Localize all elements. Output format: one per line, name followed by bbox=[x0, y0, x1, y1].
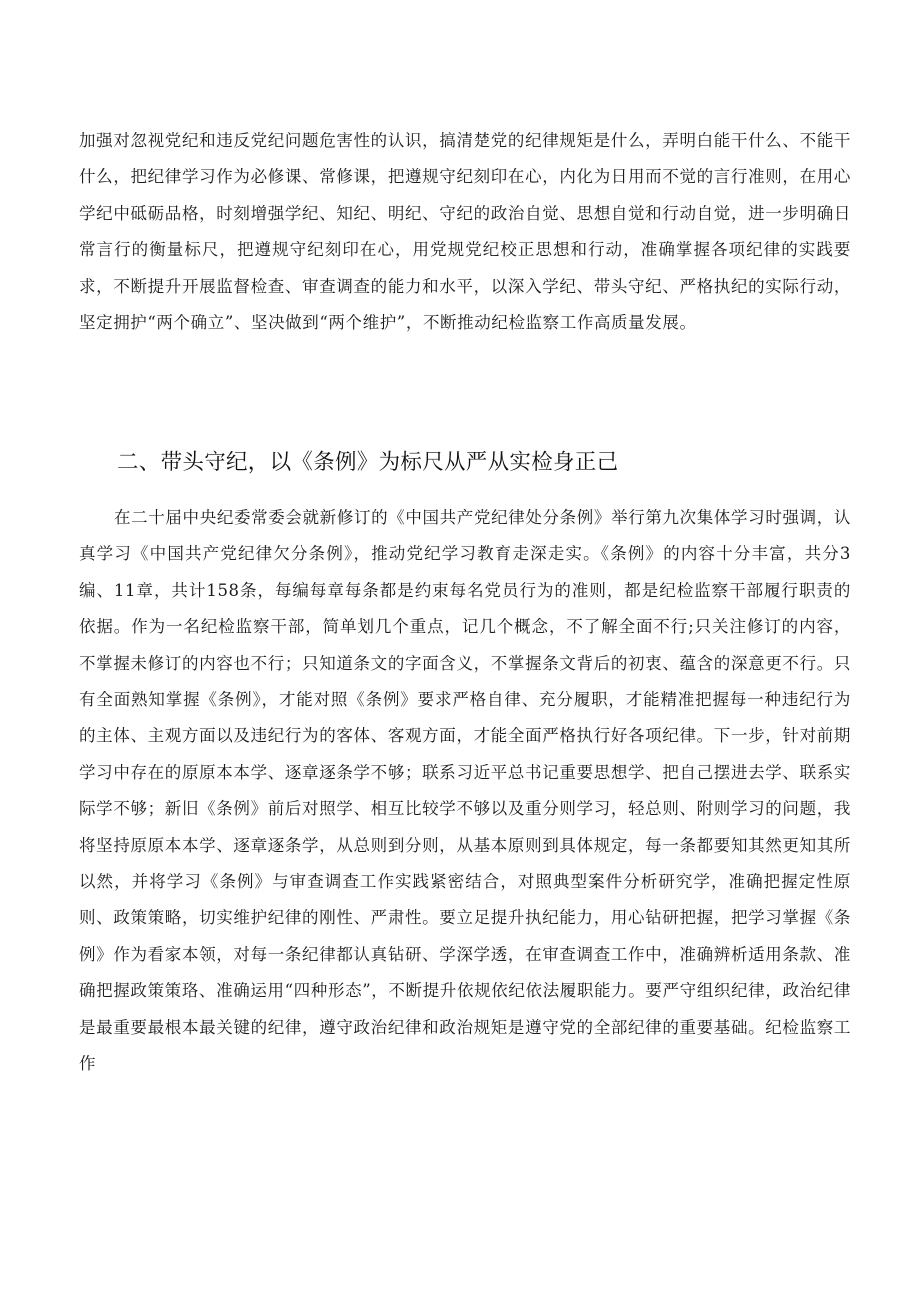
section-heading: 二、带头守纪，以《条例》为标尺从严从实检身正己 bbox=[117, 450, 619, 475]
body-paragraph-2: 在二十届中央纪委常委会就新修订的《中国共产党纪律处分条例》举行第九次集体学习时强调，认真学习《中国共产党纪律欠分条例》，推动党纪学习教育走深走实。《条例》的内容十分丰富，共分3编、11章，共计158条，每编每章每条都是约束每名党员行为的准则，都是纪检监察干部履行职责的依据。作为一名纪检监察干部，简单划几个重点，记几个概念，不了解全面不行;只关注修订的内容，不掌握未修订的内容也不行；只知道条文的字面含义，不掌握条文背后的初衷、蕴含的深意更不行。只有全面熟知掌握《条例》，才能对照《条例》要求严格自律、充分履职，才能精准把握每一种违纪行为的主体、主观方面以及违纪行为的客体、客观方面，才能全面严格执行好各项纪律。下一步，针对前期学习中存在的原原本本学、逐章逐条学不够；联系习近平总书记重要思想学、把自己摆进去学、联系实际学不够；新旧《条例》前后对照学、相互比较学不够以及重分则学习，轻总则、附则学习的问题，我将坚持原原本本学、逐章逐条学，从总则到分则，从基本原则到具体规定，每一条都要知其然更知其所以然，并将学习《条例》与审查调查工作实践紧密结合，对照典型案件分析研究学，准确把握定性原则、政策策略，切实维护纪律的刚性、严肃性。要立足提升执纪能力，用心钻研把握，把学习掌握《条例》作为看家本领，对每一条纪律都认真钻研、学深学透，在审查调查工作中，准确辨析适用条款、准确把握政策策珞、准确运用“四种形态”，不断提升依规依纪依法履职能力。要严守组织纪律，政治纪律是最重要最根本最关键的纪律，遵守政治纪律和政治规矩是遵守党的全部纪律的重要基础。纪检监察工作 bbox=[79, 508, 851, 1074]
body-paragraph-1: 加强对忽视党纪和违反党纪问题危害性的认识，搞清楚党的纪律规矩是什么，弄明白能干什么、不能干什么，把纪律学习作为必修课、常修课，把遵规守纪刻印在心，内化为日用而不觉的言行准则，在用心学纪中砥砺品格，时刻增强学纪、知纪、明纪、守纪的政治自觉、思想自觉和行动自觉，进一步明确日常言行的衡量标尺，把遵规守纪刻印在心，用党规党纪校正思想和行动，准确掌握各项纪律的实践要求，不断提升开展监督检查、审查调查的能力和水平，以深入学纪、带头守纪、严格执纪的实际行动，坚定拥护“两个确立”、坚决做到“两个维护”，不断推动纪检监察工作高质量发展。 bbox=[79, 131, 851, 333]
